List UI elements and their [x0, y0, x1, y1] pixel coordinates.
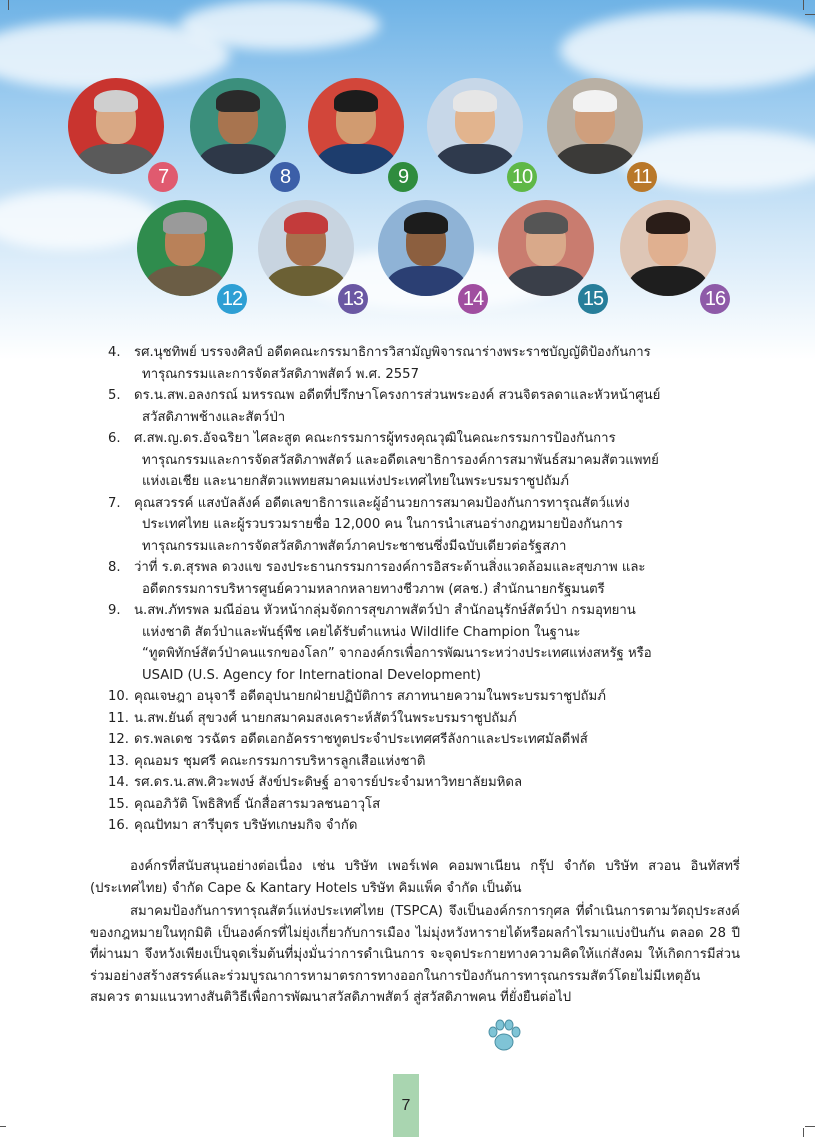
portrait-hair	[453, 90, 497, 112]
portrait-7	[68, 78, 164, 174]
list-item-continuation: ทารุณกรรมและการจัดสวัสดิภาพสัตว์ภาคประชาชนซึ่งมีฉบับเดียวต่อรัฐสภา	[142, 538, 567, 554]
portrait-body	[386, 266, 466, 296]
list-item-continuation: “ทูตพิทักษ์สัตว์ป่าคนแรกของโลก” จากองค์กรเพื่อการพัฒนาระหว่างประเทศแห่งสหรัฐ หรือ	[142, 646, 652, 661]
portrait-hair	[646, 212, 690, 234]
portrait-hair	[284, 212, 328, 234]
list-item	[108, 342, 738, 385]
list-item-text: รศ.ดร.น.สพ.ศิวะพงษ์ สังข์ประดิษฐ์ อาจารย์ประจำมหาวิทยาลัยมหิดล	[134, 775, 523, 790]
portrait-number-badge: 15	[578, 284, 608, 314]
list-item-continuation: ทารุณกรรมและการจัดสวัสดิภาพสัตว์ พ.ศ. 2557	[142, 366, 419, 382]
portrait-9	[308, 78, 404, 174]
portrait-body	[628, 266, 708, 296]
paw-icon	[484, 1016, 524, 1056]
portrait-hair	[163, 212, 207, 234]
list-item-text: ว่าที่ ร.ต.สุรพล ดวงแข รองประธานกรรมการองค์การอิสระด้านสิ่งแวดล้อมและสุขภาพ และ	[134, 560, 646, 575]
list-item	[108, 686, 738, 708]
portrait-body	[145, 266, 225, 296]
list-item-text: น.สพ.ยันต์ สุขวงศ์ นายกสมาคมสงเคราะห์สัตว์ในพระบรมราชูปถัมภ์	[134, 710, 517, 726]
list-item-number: 7.	[108, 495, 121, 511]
portrait-number-badge: 7	[148, 162, 178, 192]
list-item-text: รศ.นุชทิพย์ บรรจงศิลป์ อดีตคณะกรรมาธิการวิสามัญพิจารณาร่างพระราชบัญญัติป้องกันการ	[134, 345, 651, 360]
portrait-body	[316, 144, 396, 174]
list-item-text: คุณอมร ชุมศรี คณะกรรมการบริหารลูกเสือแห่งชาติ	[134, 753, 426, 769]
list-item-number: 5.	[108, 388, 121, 403]
list-item-continuation: ประเทศไทย และผู้รวบรวมรายชื่อ 12,000 คน ในการนำเสนอร่างกฎหมายป้องกันการ	[142, 517, 623, 532]
crop-mark	[805, 14, 815, 15]
supporters-paragraph: องค์กรที่สนับสนุนอย่างต่อเนื่อง เช่น บริษัท เพอร์เฟค คอมพาเนียน กรุ๊ป จำกัด บริษัท สวอน อินทัสทรี่ (ประเทศไทย) จำกัด Cape & Kantary Hotels บริษัท คิมแพ็ค จำกัด เป็นต้น	[90, 859, 740, 896]
list-item-text: ดร.พลเดช วรฉัตร อดีตเอกอัครราชทูตประจำประเทศศรีลังกาและประเทศมัลดีฟส์	[134, 732, 588, 747]
list-item	[108, 751, 738, 773]
portrait-number-badge: 14	[458, 284, 488, 314]
crop-mark	[805, 1126, 815, 1127]
list-item-continuation: แห่งชาติ สัตว์ป่าและพันธุ์พืช เคยได้รับตำแหน่ง Wildlife Champion ในฐานะ	[142, 624, 581, 640]
list-item-text: ดร.น.สพ.อลงกรณ์ มหรรณพ อดีตที่ปรึกษาโครงการส่วนพระองค์ สวนจิตรลดาและหัวหน้าศูนย์	[134, 388, 661, 403]
portrait-8	[190, 78, 286, 174]
portrait-10	[427, 78, 523, 174]
portrait-hair	[524, 212, 568, 234]
list-item-number: 14.	[108, 775, 129, 790]
list-item-number: 4.	[108, 345, 121, 360]
portrait-number-badge: 10	[507, 162, 537, 192]
list-item-number: 13.	[108, 753, 129, 769]
portrait-body	[506, 266, 586, 296]
portrait-number-badge: 9	[388, 162, 418, 192]
list-item-text: คุณเจษฎา อนุจารี อดีตอุปนายกฝ่ายปฏิบัติการ สภาทนายความในพระบรมราชูปถัมภ์	[134, 689, 606, 704]
list-item-number: 8.	[108, 560, 121, 575]
portrait-15	[498, 200, 594, 296]
crop-mark	[8, 0, 9, 10]
list-item-text: ศ.สพ.ญ.ดร.อัจฉริยา ไศละสูต คณะกรรมการผู้ทรงคุณวุฒิในคณะกรรมการป้องกันการ	[134, 431, 616, 446]
list-item	[108, 815, 738, 837]
list-item	[108, 385, 738, 428]
list-item-number: 12.	[108, 732, 129, 747]
portrait-11	[547, 78, 643, 174]
list-item	[108, 600, 738, 686]
list-item	[108, 772, 738, 794]
portrait-hair	[334, 90, 378, 112]
list-item-number: 15.	[108, 796, 129, 812]
list-item-continuation: แห่งเอเชีย และนายกสัตวแพทยสมาคมแห่งประเทศไทยในพระบรมราชูปถัมภ์	[142, 474, 569, 489]
list-item-number: 6.	[108, 431, 121, 446]
list-item-number: 16.	[108, 818, 129, 833]
portrait-13	[258, 200, 354, 296]
crop-mark	[803, 1128, 804, 1137]
list-item-number: 10.	[108, 689, 129, 704]
portrait-hair	[94, 90, 138, 112]
list-item-continuation: ทารุณกรรมและการจัดสวัสดิภาพสัตว์ และอดีตเลขาธิการองค์การสมาพันธ์สมาคมสัตวแพทย์	[142, 452, 659, 468]
portrait-hair	[404, 212, 448, 234]
portrait-body	[555, 144, 635, 174]
portrait-body	[198, 144, 278, 174]
portrait-number-badge: 13	[338, 284, 368, 314]
list-item	[108, 729, 738, 751]
portrait-body	[76, 144, 156, 174]
list-item	[108, 557, 738, 600]
list-item	[108, 708, 738, 730]
portrait-body	[266, 266, 346, 296]
page-number: 7	[401, 1096, 411, 1114]
crop-mark	[803, 0, 804, 10]
list-item	[108, 493, 738, 558]
list-item-text: คุณอภิวัติ โพธิสิทธิ์ นักสื่อสารมวลชนอาวุโส	[134, 796, 381, 812]
mission-paragraph: สมาคมป้องกันการทารุณสัตว์แห่งประเทศไทย (TSPCA) จึงเป็นองค์กรการกุศล ที่ดำเนินการตามวัตถุประสงค์ของกฎหมายในทุกมิติ เป็นองค์กรที่ไม่ยุ่งเกี่ยวกับการเมือง ไม่มุ่งหวังหารายได้หรือผลกำไรมาแบ่งปันกัน ตลอด 28 ปีที่ผ่านมา จึงหวังเพียงเป็นจุดเริ่มต้นที่มุ่งมั่นว่าการดำเนินการ จะจุดประกายทางความคิดให้แก่สังคม ให้เกิดการมีส่วนร่วมอย่างสร้างสรรค์และร่วมบูรณาการหามาตรการทางออกในการป้องกันการทารุณกรรมสัตว์โดยไม่มีเหตุอันสมควร ตามแนวทางสันติวิธีเพื่อการพัฒนาสวัสดิภาพสัตว์ สู่สวัสดิภาพคน ที่ยั่งยืนต่อไป	[90, 904, 740, 1005]
crop-mark	[0, 1126, 6, 1127]
member-list	[108, 342, 738, 837]
list-item-number: 9.	[108, 603, 121, 618]
list-item-number: 11.	[108, 710, 129, 726]
list-item-text: คุณสวรรค์ แสงบัลลังค์ อดีตเลขาธิการและผู้อำนวยการสมาคมป้องกันการทารุณสัตว์แห่ง	[134, 495, 630, 511]
list-item-continuation: อดีตกรรมการบริหารศูนย์ความหลากหลายทางชีวภาพ (ศลช.) สำนักนายกรัฐมนตรี	[142, 581, 605, 597]
portrait-number-badge: 8	[270, 162, 300, 192]
portrait-number-badge: 16	[700, 284, 730, 314]
portrait-number-badge: 11	[627, 162, 657, 192]
list-item	[108, 794, 738, 816]
portrait-hair	[216, 90, 260, 112]
portrait-body	[435, 144, 515, 174]
page-number-box	[393, 1074, 419, 1137]
portrait-hair	[573, 90, 617, 112]
list-item-continuation: USAID (U.S. Agency for International Development)	[142, 667, 481, 683]
list-item-text: น.สพ.ภัทรพล มณีอ่อน หัวหน้ากลุ่มจัดการสุขภาพสัตว์ป่า สำนักอนุรักษ์สัตว์ป่า กรมอุทยาน	[134, 603, 636, 618]
portrait-number-badge: 12	[217, 284, 247, 314]
list-item-continuation: สวัสดิภาพช้างและสัตว์ป่า	[142, 409, 286, 425]
list-item-text: คุณปัทมา สารีบุตร บริษัทเกษมกิจ จำกัด	[134, 818, 358, 833]
portrait-12	[137, 200, 233, 296]
list-item	[108, 428, 738, 493]
portrait-16	[620, 200, 716, 296]
portrait-14	[378, 200, 474, 296]
